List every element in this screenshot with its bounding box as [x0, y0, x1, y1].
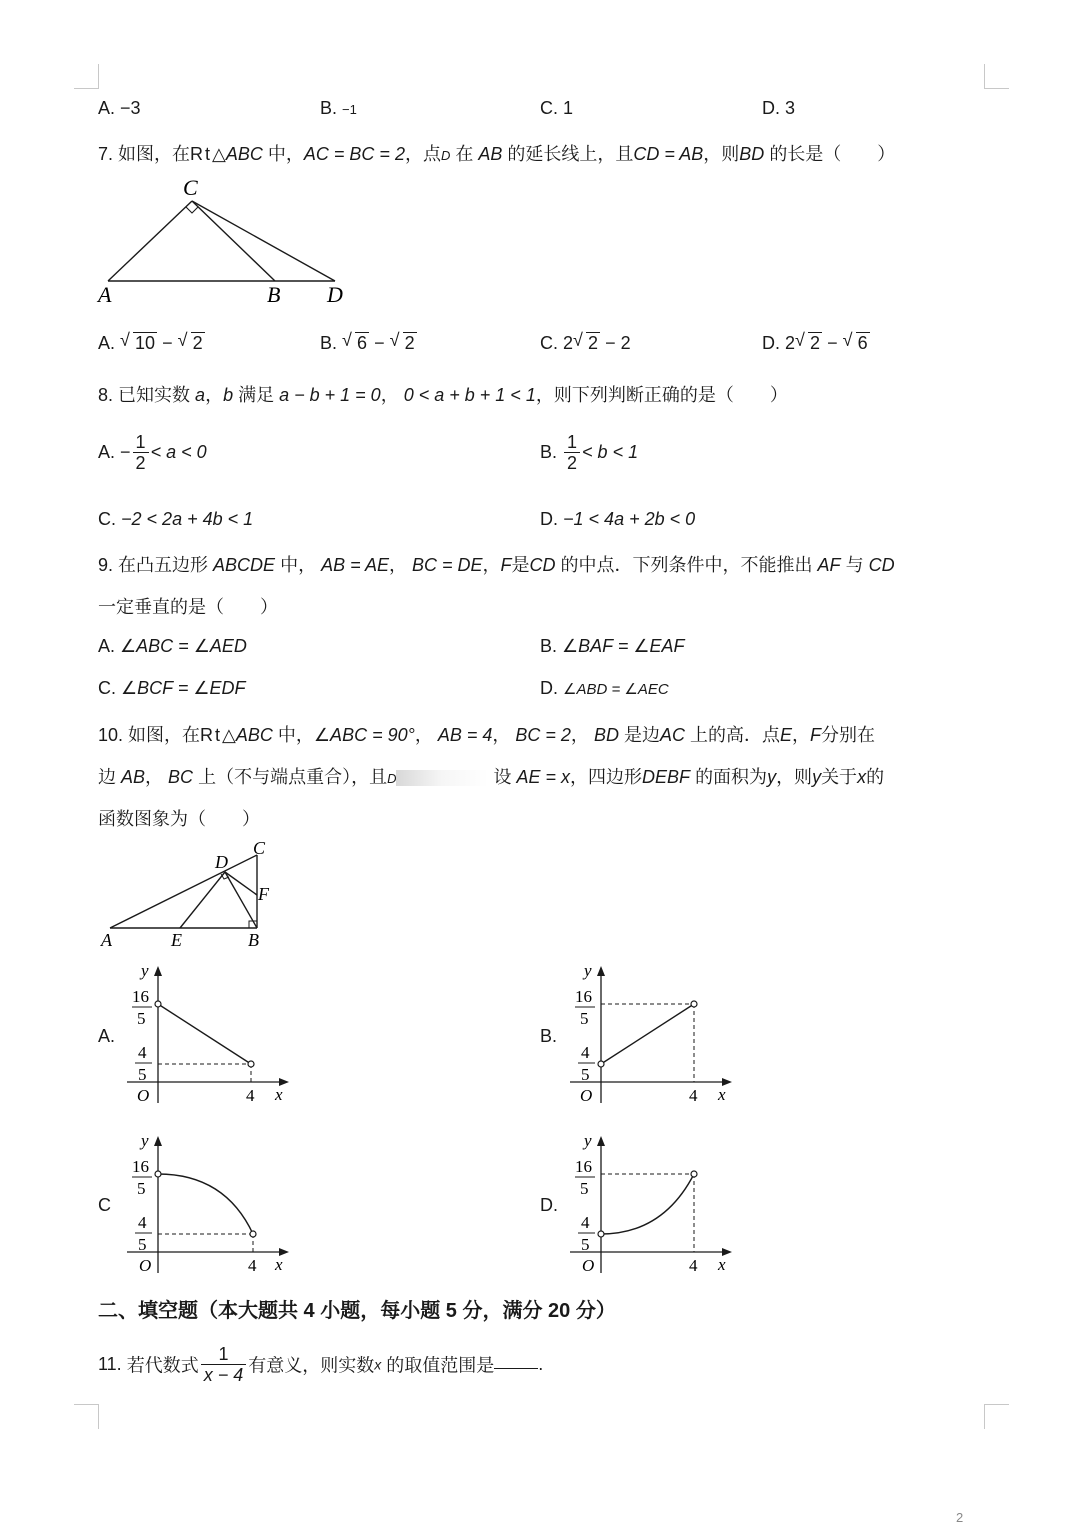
- graph-a-x-tick: 4: [246, 1086, 255, 1105]
- graph-c-origin: O: [139, 1256, 152, 1275]
- q7-label-c: C: [183, 175, 198, 200]
- q7-label-d: D: [327, 282, 343, 307]
- q9-stem-line2: 一定垂直的是（ ）: [98, 597, 278, 617]
- q6-option-a: A. −3: [98, 98, 141, 118]
- q7-option-d: D. 2 √ 2 − √ 6: [762, 330, 868, 353]
- graph-a-y-high-num: 16: [132, 987, 149, 1006]
- graph-b-origin: O: [580, 1086, 593, 1105]
- graph-b-x-tick: 4: [689, 1086, 698, 1105]
- graph-a-origin: O: [137, 1086, 150, 1105]
- graph-c-x-label: x: [275, 1255, 283, 1274]
- graph-d-x-tick: 4: [689, 1256, 698, 1275]
- q10-stem-line1: 10. 如图，在Rt△ABC 中，∠ABC = 90°， AB = 4， BC = 2， BD 是边AC 上的高．点E，F分别在: [98, 725, 876, 745]
- graph-c-y-low-num: 4: [138, 1213, 147, 1232]
- page-number: 2: [956, 1510, 964, 1525]
- section-2-heading: 二、填空题（本大题共 4 小题，每小题 5 分，满分 20 分）: [98, 1300, 616, 1322]
- graph-c-y-label: y: [141, 1131, 149, 1150]
- q10-graph-d: [568, 1128, 738, 1278]
- q10-graph-b: [568, 958, 738, 1108]
- graph-d-y-low-num: 4: [581, 1213, 590, 1232]
- q9-option-b: B. ∠BAF = ∠EAF: [540, 636, 685, 656]
- q10-graph-a-letter: A.: [98, 1026, 116, 1046]
- q7-triangle-figure: [95, 175, 355, 310]
- graph-c-y-high-num: 16: [132, 1157, 149, 1176]
- q8-option-c: C. −2 < 2a + 4b < 1: [98, 509, 254, 529]
- q9-option-a: A. ∠ABC = ∠AED: [98, 636, 247, 656]
- graph-a-y-low-den: 5: [138, 1065, 147, 1084]
- q8-option-b: B. $\frac{1}{2}$ < b < 1: [540, 432, 639, 473]
- graph-d-y-high-num: 16: [575, 1157, 592, 1176]
- corner-mark-bottom-left: [74, 1404, 99, 1429]
- q6-option-b: B. −1: [320, 98, 357, 118]
- graph-a-y-high-den: 5: [137, 1009, 146, 1028]
- q9-stem-line1: 9. 在凸五边形 ABCDE 中， AB = AE， BC = DE，F是CD 的中点．下列条件中，不能推出 AF 与 CD: [98, 555, 895, 575]
- graph-c-y-high-den: 5: [137, 1179, 146, 1198]
- q10-graph-c: [125, 1128, 295, 1278]
- graph-d-y-high-den: 5: [580, 1179, 589, 1198]
- q10-stem-line3: 函数图象为（ ）: [98, 809, 260, 829]
- q11-answer-blank[interactable]: [494, 1352, 538, 1369]
- graph-a-x-label: x: [275, 1085, 283, 1104]
- q10-graph-b-letter: B.: [540, 1026, 558, 1046]
- q7-option-a: A. √ 10 − √ 2: [98, 330, 203, 353]
- q9-option-d: D. ∠ABD = ∠AEC: [540, 678, 669, 698]
- graph-d-y-label: y: [584, 1131, 592, 1150]
- q8-stem: 8. 已知实数 a，b 满足 a − b + 1 = 0， 0 < a + b + 1 < 1，则下列判断正确的是（ ）: [98, 385, 788, 405]
- q10-stem-line2: 边 AB， BC 上（不与端点重合），且D 设 AE = x，四边形DEBF 的面积为y，则y关于x的: [98, 767, 885, 787]
- graph-c-x-tick: 4: [248, 1256, 257, 1275]
- q10-label-c: C: [253, 838, 266, 858]
- graph-d-x-label: x: [718, 1255, 726, 1274]
- graph-a-y-low-num: 4: [138, 1043, 147, 1062]
- q10-label-d: D: [215, 852, 228, 872]
- q8-option-d: D. −1 < 4a + 2b < 0: [540, 509, 696, 529]
- graph-a-y-label: y: [141, 961, 149, 980]
- graph-b-y-high-den: 5: [580, 1009, 589, 1028]
- q7-label-b: B: [267, 282, 281, 307]
- q11-stem: 11. 若代数式 $\frac{1}{x - 4}$ 有意义，则实数x 的取值范围是 .: [98, 1344, 544, 1385]
- graph-b-y-label: y: [584, 961, 592, 980]
- corner-mark-top-right: [984, 64, 1009, 89]
- graph-b-y-low-den: 5: [581, 1065, 590, 1084]
- q6-option-c: C. 1: [540, 98, 574, 118]
- q9-option-c: C. ∠BCF = ∠EDF: [98, 678, 246, 698]
- q7-option-c: C. 2 √ 2 − 2: [540, 330, 631, 353]
- graph-b-x-label: x: [718, 1085, 726, 1104]
- q8-option-a: A. − $\frac{1}{2}$ < a < 0: [98, 432, 207, 473]
- corner-mark-top-left: [74, 64, 99, 89]
- q6-option-d: D. 3: [762, 98, 796, 118]
- q10-label-b: B: [248, 930, 259, 950]
- q7-stem: 7. 如图，在Rt△ABC 中，AC = BC = 2，点D 在 AB 的延长线上，且CD = AB，则BD 的长是（ ）: [98, 144, 896, 164]
- q7-label-a: A: [98, 282, 112, 307]
- q10-graph-c-letter: C: [98, 1195, 111, 1215]
- graph-b-y-high-num: 16: [575, 987, 592, 1006]
- q7-option-b: B. √ 6 − √ 2: [320, 330, 415, 353]
- graph-d-y-low-den: 5: [581, 1235, 590, 1254]
- q10-label-e: E: [171, 930, 182, 950]
- q10-graph-d-letter: D.: [540, 1195, 558, 1215]
- q10-triangle-figure: [95, 835, 285, 955]
- graph-c-y-low-den: 5: [138, 1235, 147, 1254]
- q10-graph-a: [125, 958, 295, 1108]
- q10-label-f: F: [258, 884, 269, 904]
- corner-mark-bottom-right: [984, 1404, 1009, 1429]
- smudged-text-region: [396, 770, 488, 786]
- graph-b-y-low-num: 4: [581, 1043, 590, 1062]
- graph-d-origin: O: [582, 1256, 595, 1275]
- q10-label-a: A: [101, 930, 112, 950]
